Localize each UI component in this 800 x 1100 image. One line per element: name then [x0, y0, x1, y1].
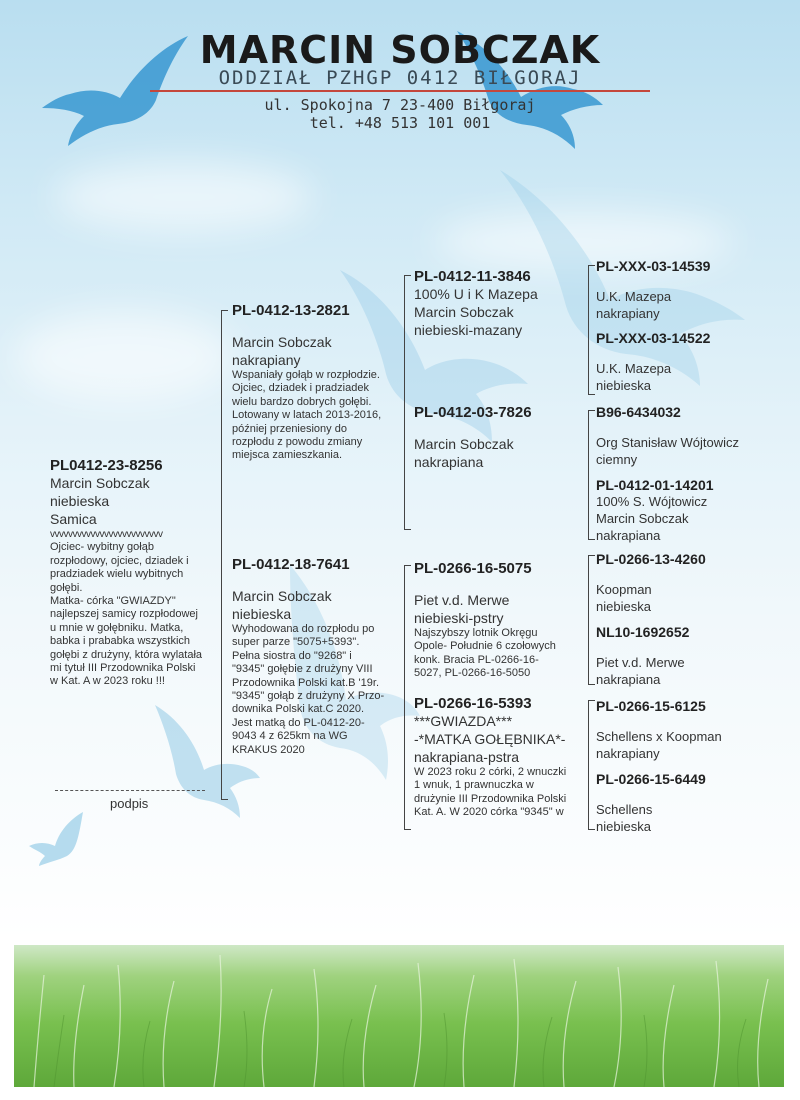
description-line: babka i prababka wszystkich — [50, 635, 191, 648]
ggp-line: nakrapiany — [596, 306, 660, 321]
grass-field — [14, 945, 784, 1087]
subject-breeder: Marcin Sobczak — [50, 475, 150, 491]
ggp-block-8 — [596, 771, 776, 835]
ggp-block-4 — [596, 477, 776, 544]
bracket-ggp-3 — [588, 555, 589, 685]
ggp-line: Marcin Sobczak — [596, 511, 689, 526]
sire-ring: PL-0412-13-2821 — [232, 302, 350, 319]
ggp-line: nakrapiany — [596, 746, 660, 761]
ggp-block-1 — [596, 258, 776, 322]
dam-breeder: Marcin Sobczak — [232, 588, 332, 604]
description-line: rozpłodowy, ojciec, dziadek i — [50, 554, 189, 567]
description-line: najlepszej samicy rozpłodowej — [50, 608, 198, 621]
signature-label: podpis — [110, 796, 149, 811]
description-line: downika Polski kat.C 2020. — [232, 703, 365, 716]
dam-sire-ring: PL-0266-16-5075 — [414, 560, 532, 577]
ggp-line: Piet v.d. Merwe — [596, 655, 685, 670]
subject-ring: PL0412-23-8256 — [50, 457, 163, 474]
dam-dam-ring: PL-0266-16-5393 — [414, 695, 532, 712]
ggp-block-7 — [596, 698, 776, 762]
description-line: Wyhodowana do rozpłodu po — [232, 623, 375, 635]
dam-dam-line: ***GWIAZDA*** — [414, 713, 513, 729]
description-line: Najszybszy lotnik Okręgu — [414, 627, 538, 639]
club-name: ODDZIAŁ PZHGP 0412 BIŁGORAJ — [218, 67, 582, 89]
description-line: rozpłodu z powodu zmiany — [232, 436, 363, 449]
description-line: Lotowany w latach 2013-2016, — [232, 409, 382, 422]
ggp-line: U.K. Mazepa — [596, 289, 672, 304]
description-line: później przeniesiony do — [232, 422, 347, 435]
ggp-line: nakrapiana — [596, 528, 661, 543]
address: ul. Spokojna 7 23-400 Biłgoraj — [264, 96, 536, 114]
sire-sire-line: niebieski-mazany — [414, 322, 523, 338]
bracket-dam-parents — [404, 565, 405, 830]
bracket-ggp-1 — [588, 265, 589, 395]
description-line: mi tytuł III Przodownika Polski — [50, 662, 196, 675]
ggp-ring: PL-0412-01-14201 — [596, 477, 714, 493]
dam-ring: PL-0412-18-7641 — [232, 556, 350, 573]
ggp-block-5 — [596, 551, 776, 615]
header-divider — [150, 90, 650, 92]
description-line: "9345" gołąb z drużyny X Przo- — [232, 690, 385, 703]
bracket-sire-parents — [404, 275, 405, 530]
description-line: Wspaniały gołąb w rozpłodzie. — [232, 369, 380, 381]
ggp-line: nakrapiana — [596, 672, 661, 687]
description-line: gołębi. — [50, 581, 83, 594]
description-line: gołębi z drużyny, która wylatała — [50, 648, 203, 661]
dam-dam-block — [414, 695, 586, 820]
sire-dam-block — [414, 404, 586, 471]
subject-color: niebieska — [50, 493, 110, 509]
dam-dam-line: nakrapiana-pstra — [414, 749, 520, 765]
ggp-line: niebieska — [596, 599, 651, 614]
dam-block — [232, 556, 402, 757]
description-line: Matka- córka "GWIAZDY" — [50, 595, 176, 608]
subject-sex: Samica — [50, 511, 97, 527]
sire-dam-line: nakrapiana — [414, 454, 484, 470]
ggp-line: U.K. Mazepa — [596, 361, 672, 376]
phone: tel. +48 513 101 001 — [309, 114, 491, 132]
ggp-line: Koopman — [596, 582, 652, 597]
breeder-name: MARCIN SOBCZAK — [199, 28, 601, 72]
description-line: 1 wnuk, 1 prawnuczka w — [414, 779, 534, 792]
description-line: KRAKUS 2020 — [232, 743, 305, 756]
ggp-ring: NL10-1692652 — [596, 624, 690, 640]
description-line: 5027, PL-0266-16-5050 — [414, 667, 531, 680]
description-line: u mnie w gołębniku. Matka, — [50, 621, 184, 634]
subject-description — [50, 541, 220, 688]
ggp-ring: PL-XXX-03-14539 — [596, 258, 711, 274]
ggp-line: 100% S. Wójtowicz — [596, 494, 708, 509]
bracket-parents — [221, 310, 222, 800]
dam-color: niebieska — [232, 606, 292, 622]
sire-breeder: Marcin Sobczak — [232, 334, 332, 350]
sire-sire-line: Marcin Sobczak — [414, 304, 514, 320]
ggp-line: niebieska — [596, 378, 651, 393]
description-line: Przodownika Polski kat.B '19r. — [232, 676, 380, 689]
ggp-line: Schellens — [596, 802, 653, 817]
sire-sire-line: 100% U i K Mazepa — [414, 286, 538, 302]
ggp-block-3 — [596, 404, 776, 468]
description-line: Pełna siostra do "9268" i — [232, 649, 352, 662]
ggp-line: Org Stanisław Wójtowicz — [596, 435, 740, 450]
ggp-line: Schellens x Koopman — [596, 729, 722, 744]
sire-block — [232, 302, 402, 463]
description-line: drużynie III Przodownika Polski — [414, 792, 567, 805]
description-line: konk. Bracia PL-0266-16- — [414, 653, 539, 666]
ggp-line: ciemny — [596, 452, 638, 467]
description-line: Jest matką do PL-0412-20- — [232, 716, 365, 729]
faded-dove-icon — [25, 810, 85, 866]
description-line: w Kat. A w 2023 roku !!! — [50, 675, 165, 688]
sire-sire-ring: PL-0412-11-3846 — [414, 268, 531, 285]
dam-sire-block — [414, 560, 586, 681]
ggp-line: niebieska — [596, 819, 651, 834]
description-line: wielu bardzo dobrych gołębi. — [232, 395, 372, 408]
description-line: super parze "5075+5393". — [232, 636, 360, 649]
subject-block — [50, 457, 220, 689]
bracket-ggp-4 — [588, 700, 589, 830]
description-line: Kat. A. W 2020 córka "9345" w — [414, 806, 564, 819]
ggp-ring: PL-0266-15-6449 — [596, 771, 706, 787]
ggp-block-2 — [596, 330, 776, 394]
sire-dam-ring: PL-0412-03-7826 — [414, 404, 532, 421]
bracket-ggp-2 — [588, 410, 589, 540]
ggp-ring: PL-0266-15-6125 — [596, 698, 706, 714]
dam-sire-line: niebieski-pstry — [414, 610, 504, 626]
signature-line — [55, 790, 205, 791]
ggp-ring: PL-0266-13-4260 — [596, 551, 706, 567]
subject-separator: vvvvvvvvvvvvvvvvvvvvvvvvv — [50, 529, 163, 540]
sire-dam-line: Marcin Sobczak — [414, 436, 514, 452]
ggp-ring: PL-XXX-03-14522 — [596, 330, 711, 346]
dam-sire-line: Piet v.d. Merwe — [414, 592, 510, 608]
description-line: Ojciec, dziadek i pradziadek — [232, 382, 369, 395]
sire-color: nakrapiany — [232, 352, 301, 368]
description-line: W 2023 roku 2 córki, 2 wnuczki — [414, 766, 567, 778]
description-line: miejsca zamieszkania. — [232, 449, 343, 462]
dam-dam-line: -*MATKA GOŁĘBNIKA*- — [414, 731, 566, 747]
ggp-ring: B96-6434032 — [596, 404, 681, 420]
sire-sire-block — [414, 268, 586, 339]
description-line: 9043 4 z 625km na WG — [232, 730, 348, 743]
description-line: "9345" gołębie z drużyny VIII — [232, 663, 373, 676]
description-line: pradziadek wielu wybitnych — [50, 568, 184, 581]
description-line: Ojciec- wybitny gołąb — [50, 541, 154, 554]
ggp-block-6 — [596, 624, 776, 688]
description-line: Opole- Południe 6 czołowych — [414, 640, 556, 653]
